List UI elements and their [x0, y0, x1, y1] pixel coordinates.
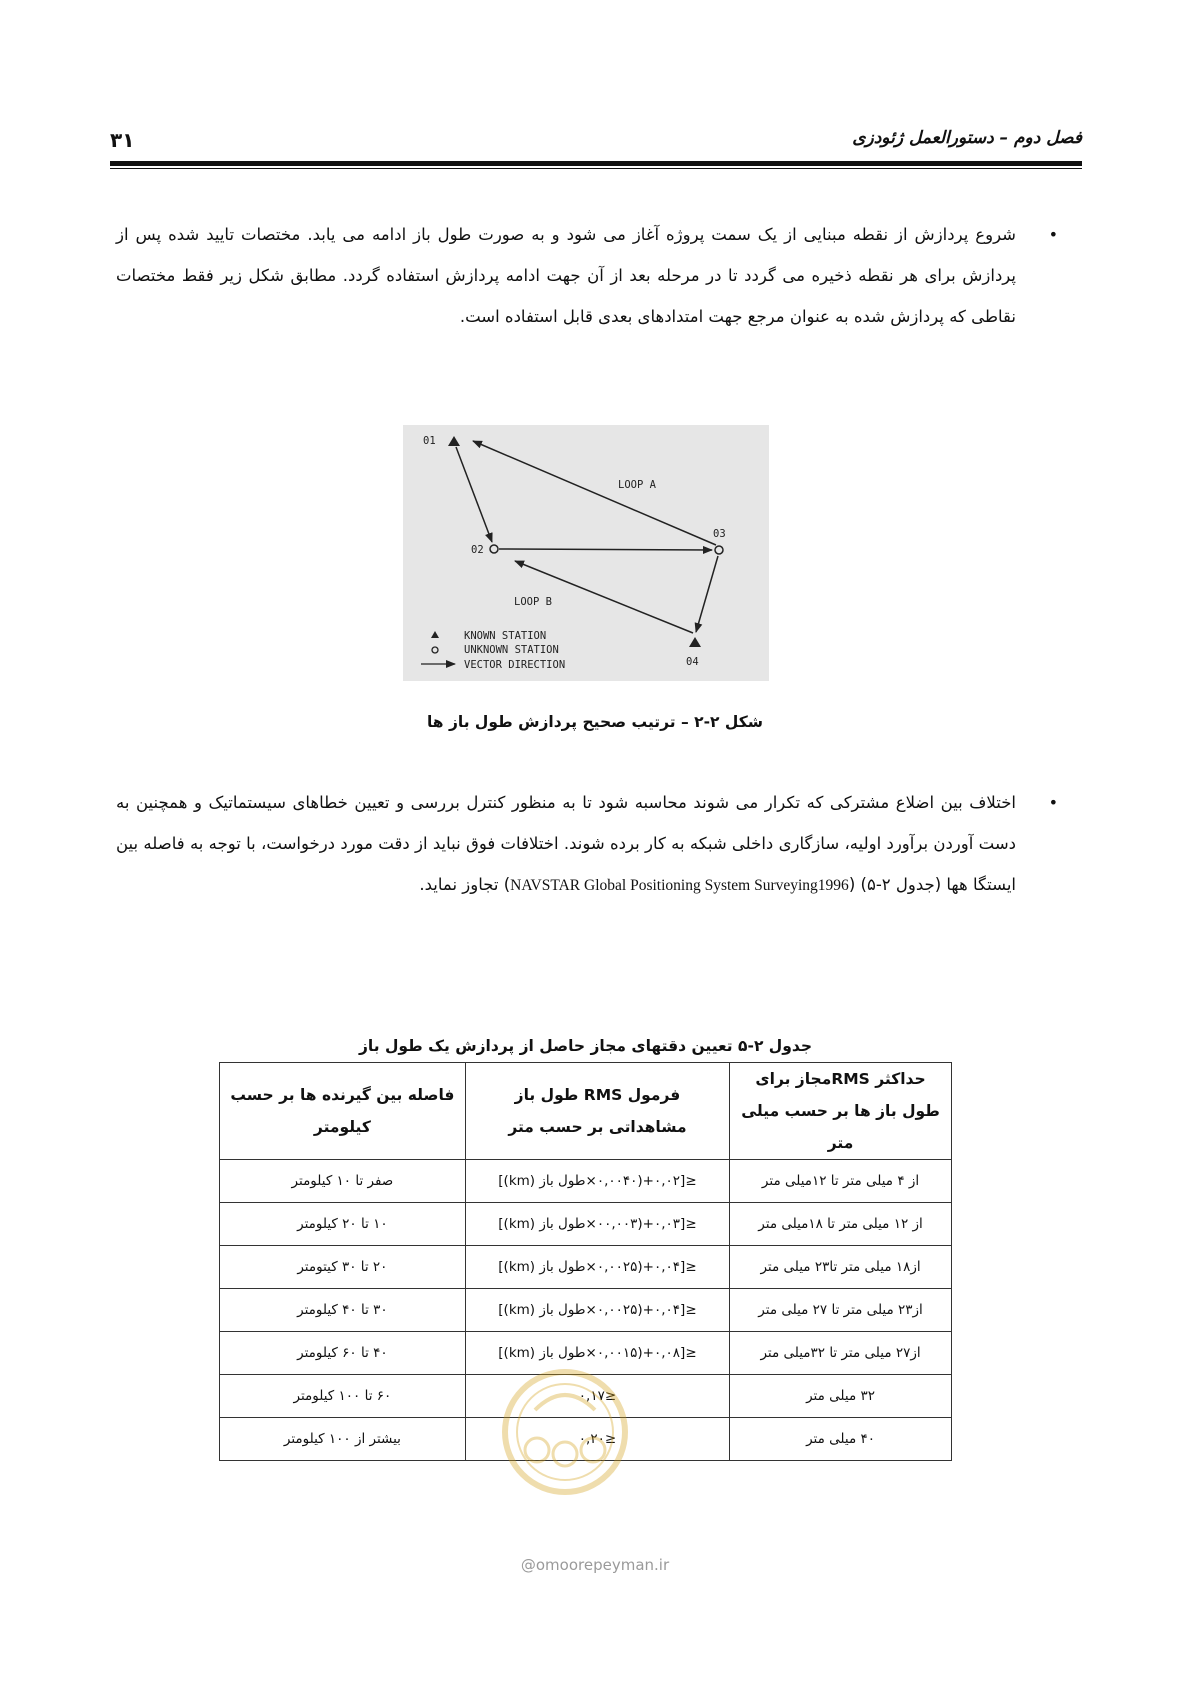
cell-distance: ۴۰ تا ۶۰ کیلومتر — [220, 1332, 466, 1375]
cell-distance: ۳۰ تا ۴۰ کیلومتر — [220, 1289, 466, 1332]
bullet-icon: • — [1048, 793, 1058, 812]
table-row — [220, 1203, 952, 1246]
table-caption: جدول ۲-۵ تعیین دقتهای مجاز حاصل از پردازش یک طول باز — [358, 1037, 813, 1055]
paragraph-common-sides — [116, 782, 1058, 906]
vector-d2-d3 — [499, 549, 712, 550]
cell-formula: ≤[۰,۰۴+(۰,۰۰۲۵×طول باز (km)] — [465, 1289, 729, 1332]
station-d3-label: 03 — [713, 528, 726, 540]
figure-caption: شکل ۲-۲ – ترتیب صحیح پردازش طول باز ها — [426, 713, 763, 731]
baseline-processing-figure — [403, 425, 769, 681]
watermark-text: @omoorepeyman.ir — [520, 1556, 670, 1574]
paragraph-text-before: اختلاف بین اضلاع مشترکی که تکرار می شوند محاسبه شود تا به منظور کنترل بررسی و تعیین خطاهای سیستماتیک و همچنین به دست آوردن برآورد اولیه، سازگاری داخلی شبکه به کار برده شوند. اختلافات فوق نباید از دقت مورد درخواست، با توجه به فاصله بین ایستگا هها (جدول ۲-۵) ( — [116, 793, 1016, 894]
legend-known-icon — [431, 631, 439, 638]
cell-distance: صفر تا ۱۰ کیلومتر — [220, 1160, 466, 1203]
watermark-logo-icon — [495, 1350, 635, 1510]
table-header-row — [220, 1063, 952, 1160]
d3-unknown-station-icon — [715, 546, 723, 554]
cell-formula: ≤[۰,۰۴+(۰,۰۰۲۵×طول باز (km)] — [465, 1246, 729, 1289]
header-max-rms: حداکثر RMSمجاز برای طول باز ها بر حسب میلی متر — [730, 1063, 952, 1160]
cell-max-rms: از ۴ میلی متر تا ۱۲میلی متر — [730, 1160, 952, 1203]
d2-unknown-station-icon — [490, 545, 498, 553]
reference-citation: NAVSTAR Global Positioning System Surveying1996 — [510, 877, 849, 894]
cell-formula: ≤[۰,۰۲+(۰,۰۰۴۰×طول باز (km)] — [465, 1160, 729, 1203]
cell-distance: ۱۰ تا ۲۰ کیلومتر — [220, 1203, 466, 1246]
cell-distance: بیشتر از ۱۰۰ کیلومتر — [220, 1418, 466, 1461]
loop-diagram — [403, 425, 769, 681]
loop-a-label: LOOP A — [618, 479, 656, 491]
vector-d1-d2 — [456, 447, 492, 542]
cell-distance: ۶۰ تا ۱۰۰ کیلومتر — [220, 1375, 466, 1418]
cell-max-rms: ۴۰ میلی متر — [730, 1418, 952, 1461]
cell-formula: ≤۰,۲۰ — [465, 1418, 729, 1461]
cell-distance: ۲۰ تا ۳۰ کیتومتر — [220, 1246, 466, 1289]
station-d1-label: 01 — [423, 435, 436, 447]
page-number: ۳۱ — [110, 128, 135, 152]
legend-unknown-label: UNKNOWN STATION — [464, 644, 559, 656]
paragraph-text-after: ) تجاوز نماید. — [419, 875, 511, 894]
legend-known-label: KNOWN STATION — [464, 630, 547, 642]
loop-b-label: LOOP B — [514, 596, 552, 608]
table-row — [220, 1289, 952, 1332]
d4-known-station-icon — [689, 637, 701, 647]
cell-max-rms: از ۱۲ میلی متر تا ۱۸میلی متر — [730, 1203, 952, 1246]
bullet-icon: • — [1048, 225, 1058, 244]
paragraph-text: شروع پردازش از نقطه مبنایی از یک سمت پروژه آغاز می شود و به صورت طول باز ادامه می یابد. مختصات تایید شده پس از پردازش برای هر نقطه ذخیره می گردد تا در مرحله بعد از آن جهت ادامه پردازش استفاده گردد. مطابق شکل زیر فقط مختصات نقاطی که پردازش شده به عنوان مرجع جهت امتدادهای بعدی قابل استفاده است. — [116, 225, 1016, 326]
vector-d3-d1 — [473, 441, 716, 545]
cell-max-rms: از۲۷ میلی متر تا ۳۲میلی متر — [730, 1332, 952, 1375]
station-d2-label: 02 — [471, 544, 484, 556]
cell-formula: ≤۰,۱۷ — [465, 1375, 729, 1418]
cell-max-rms: از۲۳ میلی متر تا ۲۷ میلی متر — [730, 1289, 952, 1332]
cell-formula: ≤[۰,۰۸+(۰,۰۰۱۵×طول باز (km)] — [465, 1332, 729, 1375]
table-row — [220, 1246, 952, 1289]
header-rule-thin — [110, 168, 1082, 169]
paragraph-processing-start — [116, 214, 1058, 337]
legend-vector-label: VECTOR DIRECTION — [464, 659, 566, 671]
d1-known-station-icon — [448, 436, 460, 446]
cell-max-rms: ۳۲ میلی متر — [730, 1375, 952, 1418]
header-rule-thick — [110, 161, 1082, 166]
header-rms-formula: فرمول RMS طول باز مشاهداتی بر حسب متر — [465, 1063, 729, 1160]
cell-formula: ≤[۰,۰۳+(۰۰,۰۰۳×طول باز (km)] — [465, 1203, 729, 1246]
legend-unknown-icon — [432, 647, 438, 653]
header-receiver-distance: فاصله بین گیرنده ها بر حسب کیلومتر — [220, 1063, 466, 1160]
station-d4-label: 04 — [686, 656, 699, 668]
chapter-title: فصل دوم – دستورالعمل ژئودزی — [852, 128, 1082, 148]
cell-max-rms: از۱۸ میلی متر تا۲۳ میلی متر — [730, 1246, 952, 1289]
vector-d3-d4 — [696, 556, 718, 632]
table-row — [220, 1160, 952, 1203]
